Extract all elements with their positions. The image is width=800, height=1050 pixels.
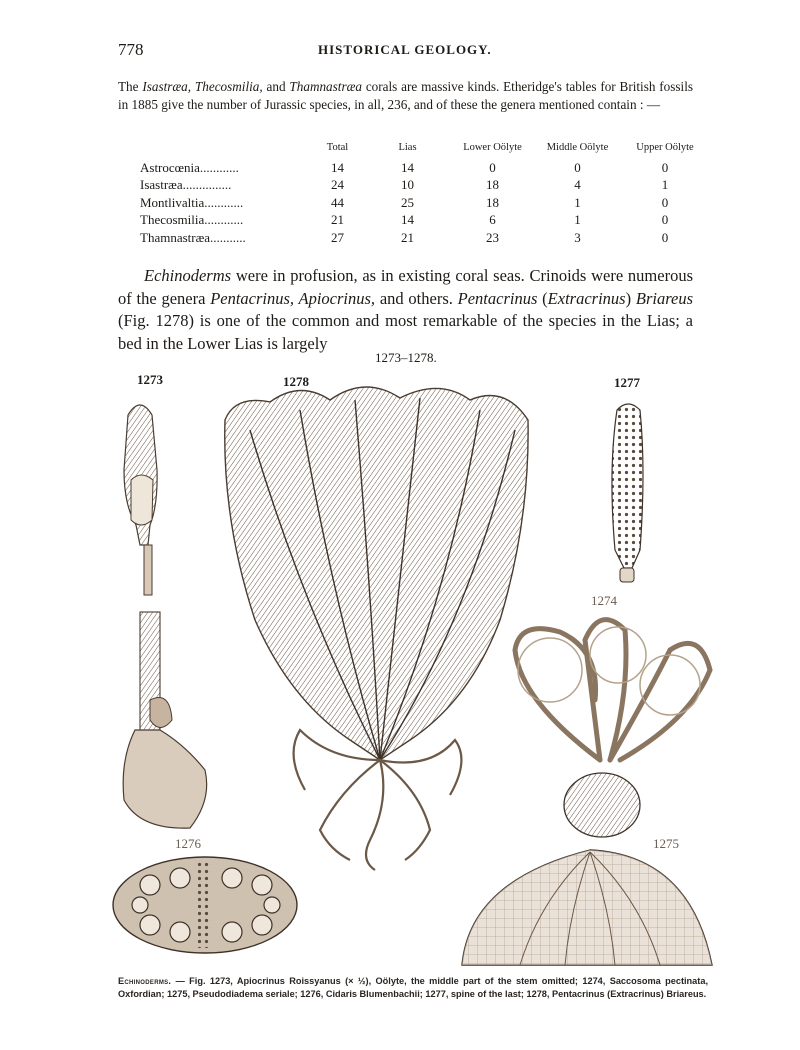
genus-cell: Astrocœnia............ — [140, 159, 239, 175]
body-text: were in profusion, as in existing coral seas. Crinoids were numerous of the genera — [118, 266, 693, 308]
genus-name: Thamnastræa — [289, 79, 362, 94]
figure-number-1274: 1274 — [591, 593, 617, 608]
column-header: Lias — [398, 142, 417, 153]
figure-number-1273: 1273 — [137, 372, 163, 387]
pseudodiadema-illustration — [462, 850, 712, 965]
figure-number-1278: 1278 — [283, 374, 309, 389]
lower-oolyte-cell: 0 — [489, 159, 496, 175]
middle-oolyte-cell: 1 — [574, 212, 581, 228]
lower-oolyte-cell: 18 — [486, 194, 499, 210]
genus-cell: Thecosmilia............ — [140, 212, 244, 228]
upper-oolyte-cell: 0 — [661, 159, 669, 175]
term: Echinoderms — [144, 266, 232, 285]
total-cell: 21 — [331, 212, 344, 228]
body-text: ( — [537, 288, 548, 308]
caption-text: — Fig. 1273, Apiocrinus Roissyanus (× ½), Oölyte, the middle part of the stem omitted; 1274, Saccosoma pectinata, Oxfordian; 1275, Pseudodiadema seriale; 1276, Cidaris Blumenbachii; 1277, spine of the last; 1278, Pentacrinus (Extracrinus) Briareus. — [118, 976, 708, 999]
lower-oolyte-cell: 6 — [489, 212, 496, 228]
caption-lead: Echinoderms. — [118, 976, 172, 986]
lias-cell: 21 — [401, 229, 414, 245]
column-header: Middle Oölyte — [546, 142, 609, 153]
total-cell: 44 — [331, 194, 344, 210]
lias-cell: 14 — [401, 159, 414, 175]
figure-number-1275: 1275 — [653, 836, 679, 851]
pentacrinus-illustration — [225, 387, 528, 870]
lias-cell: 14 — [401, 212, 414, 228]
genus-name: Pentacrinus, Apiocrinus, — [210, 288, 376, 308]
body-text: (Fig. 1278) is one of the common and most remarkable of the species in the Lias; a bed in the Lower Lias is largely — [118, 311, 693, 353]
upper-oolyte-cell: 0 — [661, 212, 669, 228]
body-text: ) — [625, 288, 636, 308]
column-header: Lower Oölyte — [463, 142, 522, 153]
lower-oolyte-cell: 18 — [486, 177, 499, 193]
column-header: Total — [326, 142, 349, 153]
genus-cell: Thamnastræa........... — [140, 229, 246, 245]
cidaris-illustration — [113, 857, 297, 953]
running-head: HISTORICAL GEOLOGY. — [318, 42, 492, 57]
genus-cell: Isastræa............... — [140, 177, 232, 193]
figure-number-1276: 1276 — [175, 836, 201, 851]
body-text: and others. — [375, 288, 458, 308]
crinoid-stem-root-illustration — [123, 612, 207, 828]
saccosoma-illustration — [515, 620, 710, 837]
species-name: Briareus — [635, 288, 693, 308]
intro-text: and — [262, 79, 290, 94]
upper-oolyte-cell: 0 — [661, 194, 669, 210]
total-cell: 14 — [331, 159, 344, 175]
spine-illustration — [612, 404, 643, 582]
column-header: Upper Oölyte — [636, 142, 694, 153]
intro-text: The — [118, 79, 143, 94]
lias-cell: 25 — [401, 194, 414, 210]
upper-oolyte-cell: 1 — [661, 177, 669, 193]
middle-oolyte-cell: 4 — [574, 177, 581, 193]
genus-name: Thecosmilia, — [194, 79, 263, 94]
total-cell: 27 — [331, 229, 344, 245]
upper-oolyte-cell: 0 — [661, 229, 669, 245]
total-cell: 24 — [331, 177, 344, 193]
middle-oolyte-cell: 1 — [574, 194, 581, 210]
figure-caption — [118, 975, 708, 1001]
genus-name: Isastræa, — [142, 79, 192, 94]
crinoid-calyx-illustration — [124, 405, 157, 595]
genus-cell: Montlivaltia............ — [140, 194, 244, 210]
intro-text: corals are massive kinds. Etheridge's tables for British fossils in 1885 give the number of Jurassic species, in all, 236, and of these the genera mentioned contain : — — [118, 79, 693, 112]
genus-name: Pentacrinus — [457, 288, 538, 308]
genus-name: Extracrinus — [547, 288, 626, 308]
middle-oolyte-cell: 0 — [574, 159, 581, 175]
figure-number-1277: 1277 — [614, 375, 640, 390]
middle-oolyte-cell: 3 — [574, 229, 581, 245]
plate-label: 1273–1278. — [375, 350, 437, 365]
lower-oolyte-cell: 23 — [486, 229, 499, 245]
lias-cell: 10 — [401, 177, 414, 193]
page-number: 778 — [118, 40, 144, 59]
